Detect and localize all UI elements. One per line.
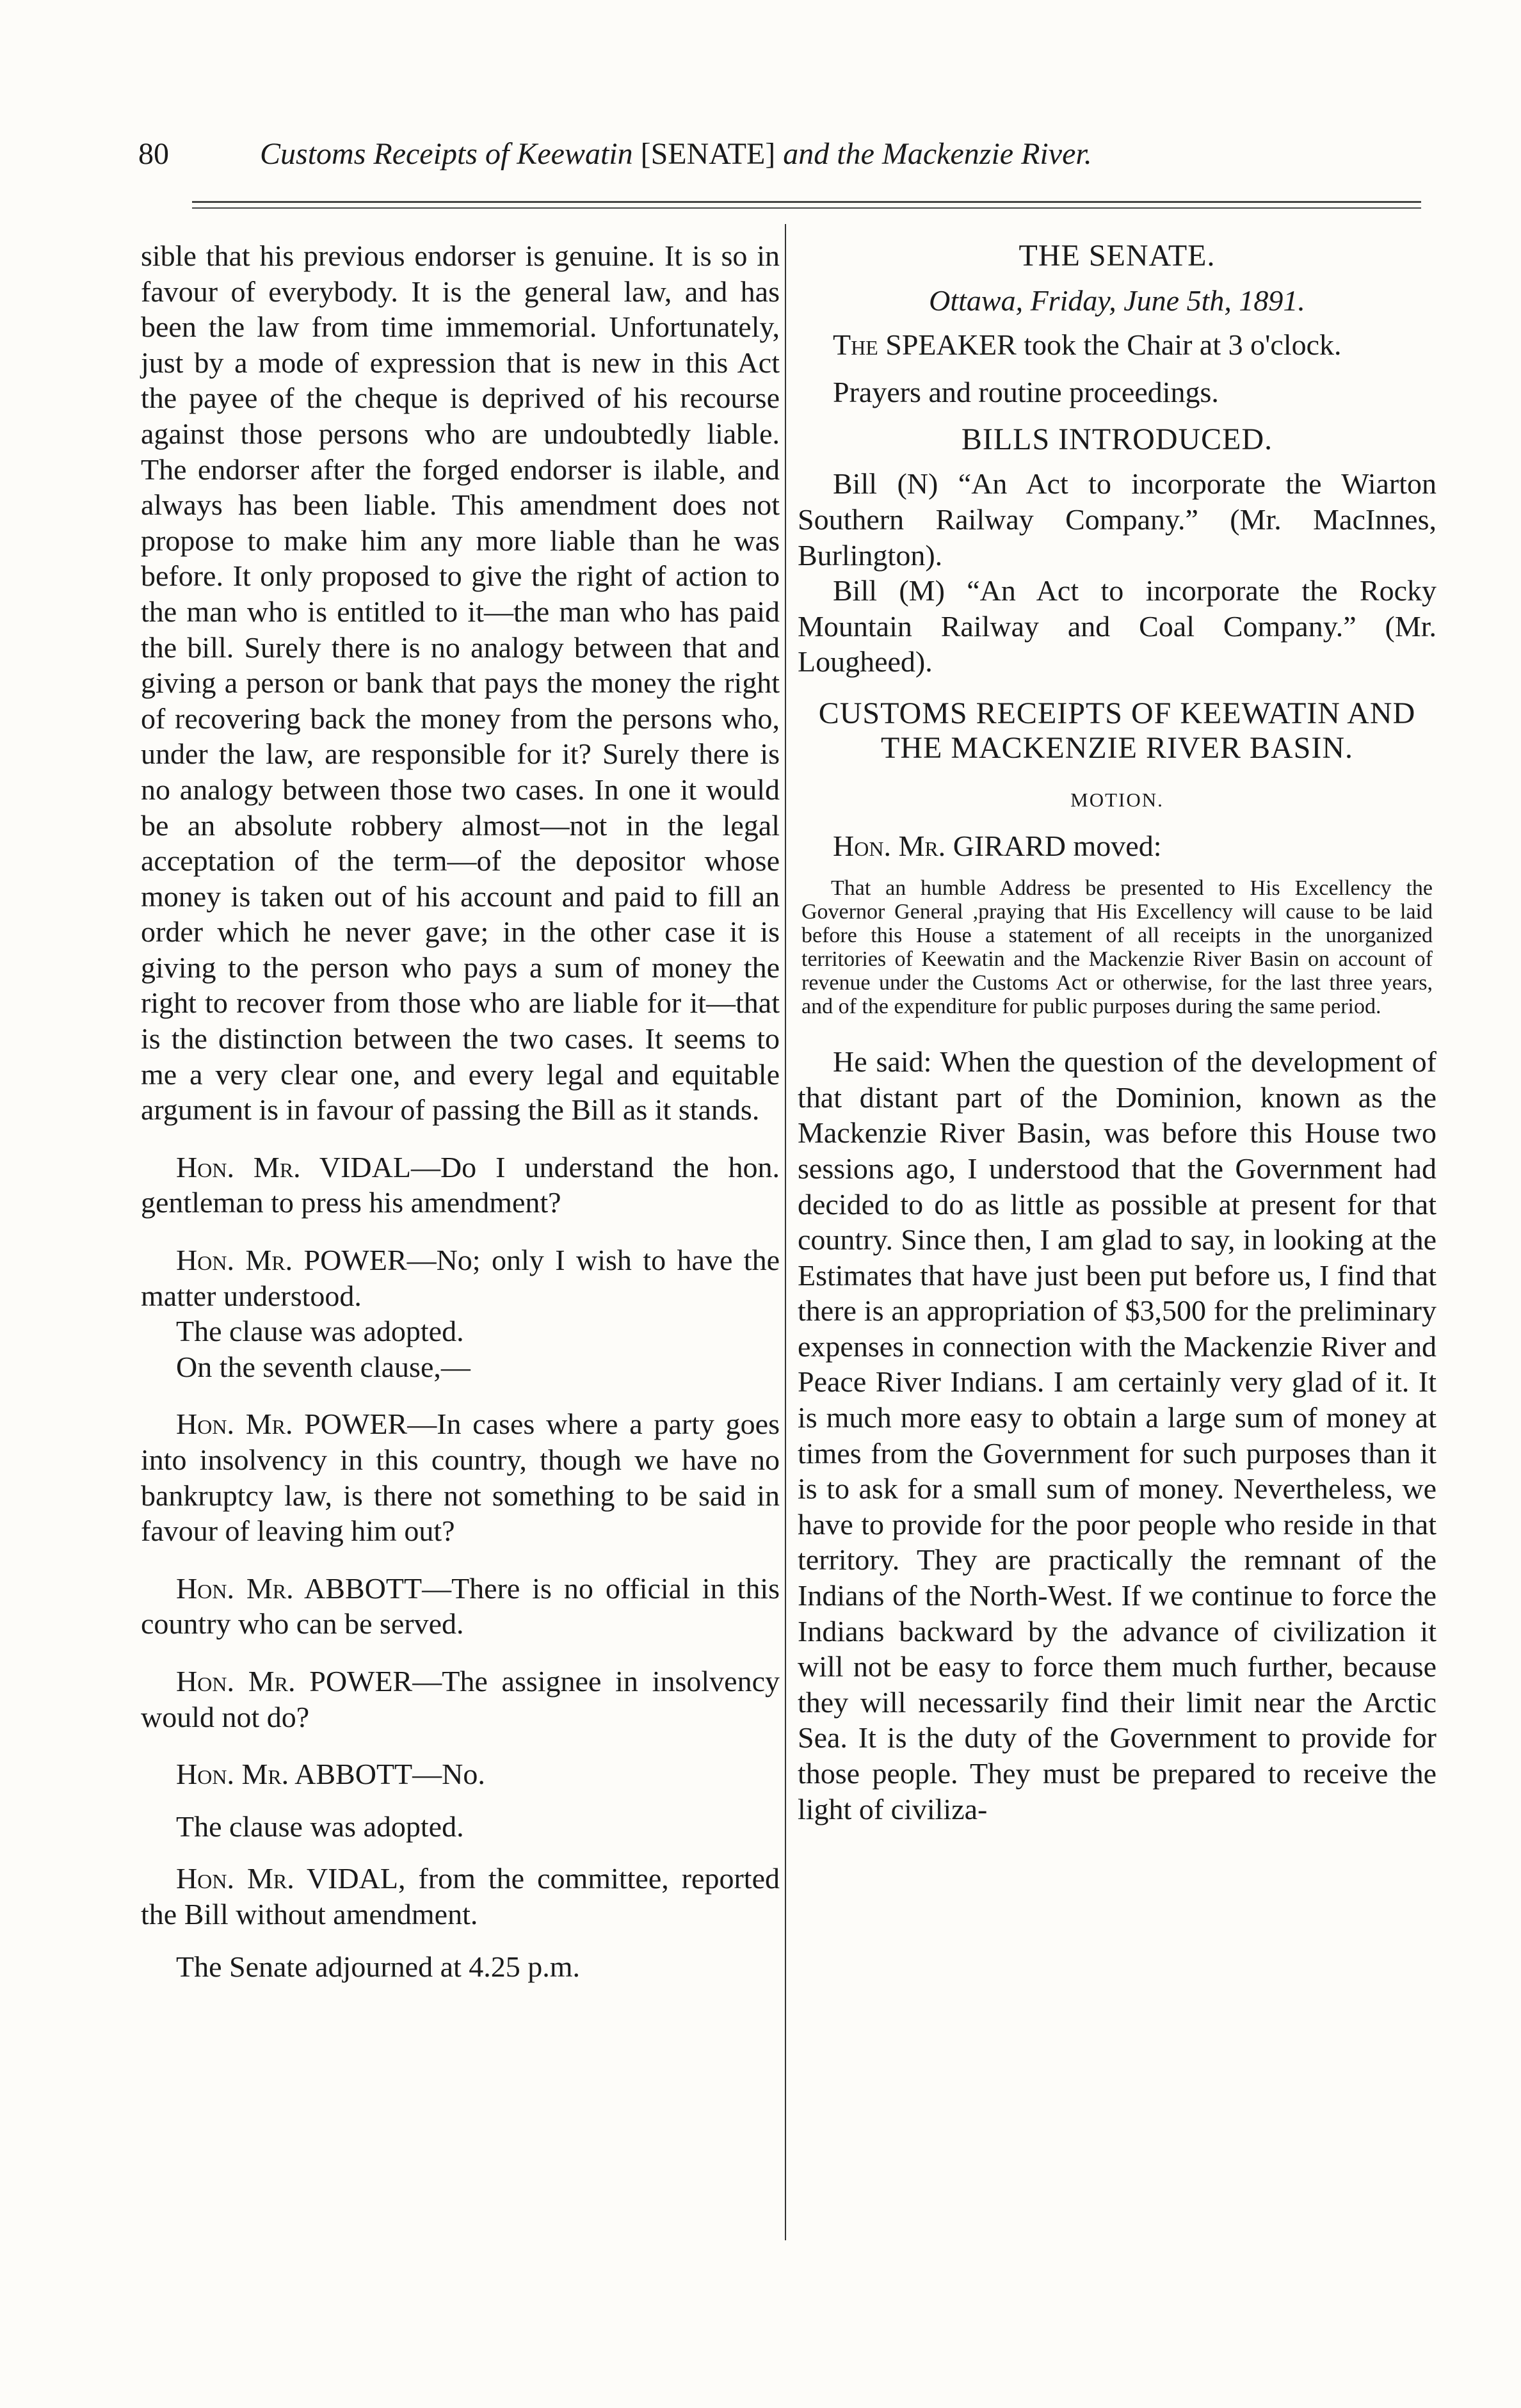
speech-abbott-2	[141, 1756, 780, 1792]
adjournment-note: The Senate adjourned at 4.25 p.m.	[176, 1950, 581, 1983]
speech-vidal-2	[141, 1861, 780, 1932]
procedural-note: The clause was adopted.	[176, 1315, 464, 1348]
left-column	[141, 238, 780, 1984]
motion-text: That an humble Address be presented to His Excellency the Governor General ,praying that His Excellency will cause to be laid before this House a statement of all receipts in the unorganized territories of Keewatin and the Mackenzie River Basin on account of revenue under the Customs Act or otherwise, for the last three years, and of the expenditure for public purposes during the same period.	[801, 876, 1433, 1019]
speech-text: —Do I understand the hon. gentleman to press his amendment?	[141, 1150, 780, 1219]
speech-text: —No.	[412, 1758, 485, 1791]
speaker-text: SPEAKER took the Chair at 3 o'clock.	[885, 328, 1342, 362]
speaker-name: Hon. Mr. ABBOTT	[176, 1758, 413, 1791]
girard-speech: He said: When the question of the development of that distant part of the Dominion, known as the Mackenzie River Basin, was before this House two sessions ago, I understood that the Government had decided to do as little as possible at present for that country. Since then, I am glad to say, in looking at the Estimates that have just been put before us, I find that there is an appropriation of $3,500 for the preliminary expenses in connection with the Mackenzie River and Peace River Indians. I am certainly very glad of it. It is much more easy to obtain a large sum of money at times from the Government for such purposes than it is to ask for a small sum of money. Nevertheless, we have to provide for the poor people who reside in that territory. They are practically the remnant of the Indians of the North-West. If we continue to force the Indians backward by the advance of civilization it will not be easy to force them much further, because they will necessarily find their limit near the Arctic Sea. It is the duty of the Government to provide for those people. They must be prepared to receive the light of civiliza-	[798, 1045, 1436, 1826]
bills-heading: BILLS INTRODUCED.	[961, 422, 1273, 457]
prayers-note: Prayers and routine proceedings.	[833, 375, 1219, 408]
speaker-label: The	[833, 328, 878, 362]
speech-text: —The assignee in insolvency would not do?	[141, 1664, 780, 1733]
bill-m: Bill (M) “An Act to incorporate the Rocky Mountain Railway and Coal Company.” (Mr. Lougheed).	[798, 574, 1436, 678]
running-title-part3: and the Mackenzie River.	[783, 137, 1092, 171]
speech-power-3	[141, 1664, 780, 1735]
motion-label: MOTION.	[1070, 788, 1164, 811]
speech-text: —In cases where a party goes into insolvency in this country, though we have no bankruptcy law, is there not something to be said in favour of leaving him out?	[141, 1408, 780, 1548]
page-number: 80	[138, 137, 169, 171]
dateline: Ottawa, Friday, June 5th, 1891.	[929, 284, 1305, 317]
speech-power-2	[141, 1406, 780, 1548]
column-divider	[785, 224, 786, 2240]
running-title-part1: Customs Receipts of Keewatin	[260, 137, 633, 171]
speech-text: GIRARD moved:	[953, 829, 1162, 862]
running-title	[260, 132, 1092, 177]
bill-n: Bill (N) “An Act to incorporate the Wiarton Southern Railway Company.” (Mr. MacInnes, Burlington).	[798, 467, 1436, 572]
speaker-name: Hon. Mr. VIDAL	[176, 1862, 398, 1895]
speech-text: —There is no official in this country who can be served.	[141, 1571, 780, 1641]
speaker-name: Hon. Mr.	[833, 829, 946, 862]
speaker-name: Hon. Mr. POWER	[176, 1244, 407, 1277]
speaker-name: Hon. Mr. VIDAL	[176, 1150, 411, 1184]
continued-paragraph: sible that his previous endorser is genuine. It is so in favour of everybody. It is the general law, and has been the law from time immemorial. Unfortunately, just by a mode of expression that is new in this Act the payee of the cheque is deprived of his recourse against those persons who are undoubtedly liable. The endorser after the forged endorser is ilable, and always has been liable. This amendment does not propose to make him any more liable than he was before. It only proposed to give the right of action to the man who is entitled to it—the man who has paid the bill. Surely there is no analogy between that and giving a person or bank that pays the money the right of recovering back the money from the persons who, under the law, are responsible for it? Surely there is no analogy between those two cases. In one it would be an absolute robbery almost—not in the legal acceptation of the term—of the depositor whose money is taken out of his account and paid to fill an order which he never gave; in the other case it is giving to the person who pays a sum of money the right to recover from those who are liable for it—that is the distinction between the two cases. It seems to me a very clear one, and every legal and equitable argument is in favour of passing the Bill as it stands.	[141, 239, 780, 1127]
running-title-part2: [SENATE]	[640, 137, 776, 171]
procedural-note: The clause was adopted.	[176, 1810, 464, 1843]
right-column	[798, 238, 1436, 1827]
speaker-name: Hon. Mr. ABBOTT	[176, 1571, 422, 1605]
header-rule-top	[192, 201, 1421, 203]
speaker-name: Hon. Mr. POWER	[176, 1408, 408, 1441]
speech-text: , from the committee, reported the Bill without amendment.	[141, 1862, 780, 1930]
speech-text: —No; only I wish to have the matter understood.	[141, 1244, 780, 1312]
speaker-name: Hon. Mr. POWER	[176, 1664, 413, 1698]
header-rule-bottom	[192, 207, 1421, 209]
speech-vidal-1	[141, 1150, 780, 1221]
customs-heading: CUSTOMS RECEIPTS OF KEEWATIN AND THE MACKENZIE RIVER BASIN.	[818, 696, 1416, 765]
procedural-note: On the seventh clause,—	[176, 1350, 471, 1383]
speaker-took-chair	[798, 327, 1436, 363]
speech-abbott-1	[141, 1571, 780, 1642]
speech-power-1	[141, 1242, 780, 1313]
running-head	[138, 132, 1291, 177]
girard-motion-intro	[798, 828, 1436, 864]
senate-heading: THE SENATE.	[1018, 239, 1216, 273]
